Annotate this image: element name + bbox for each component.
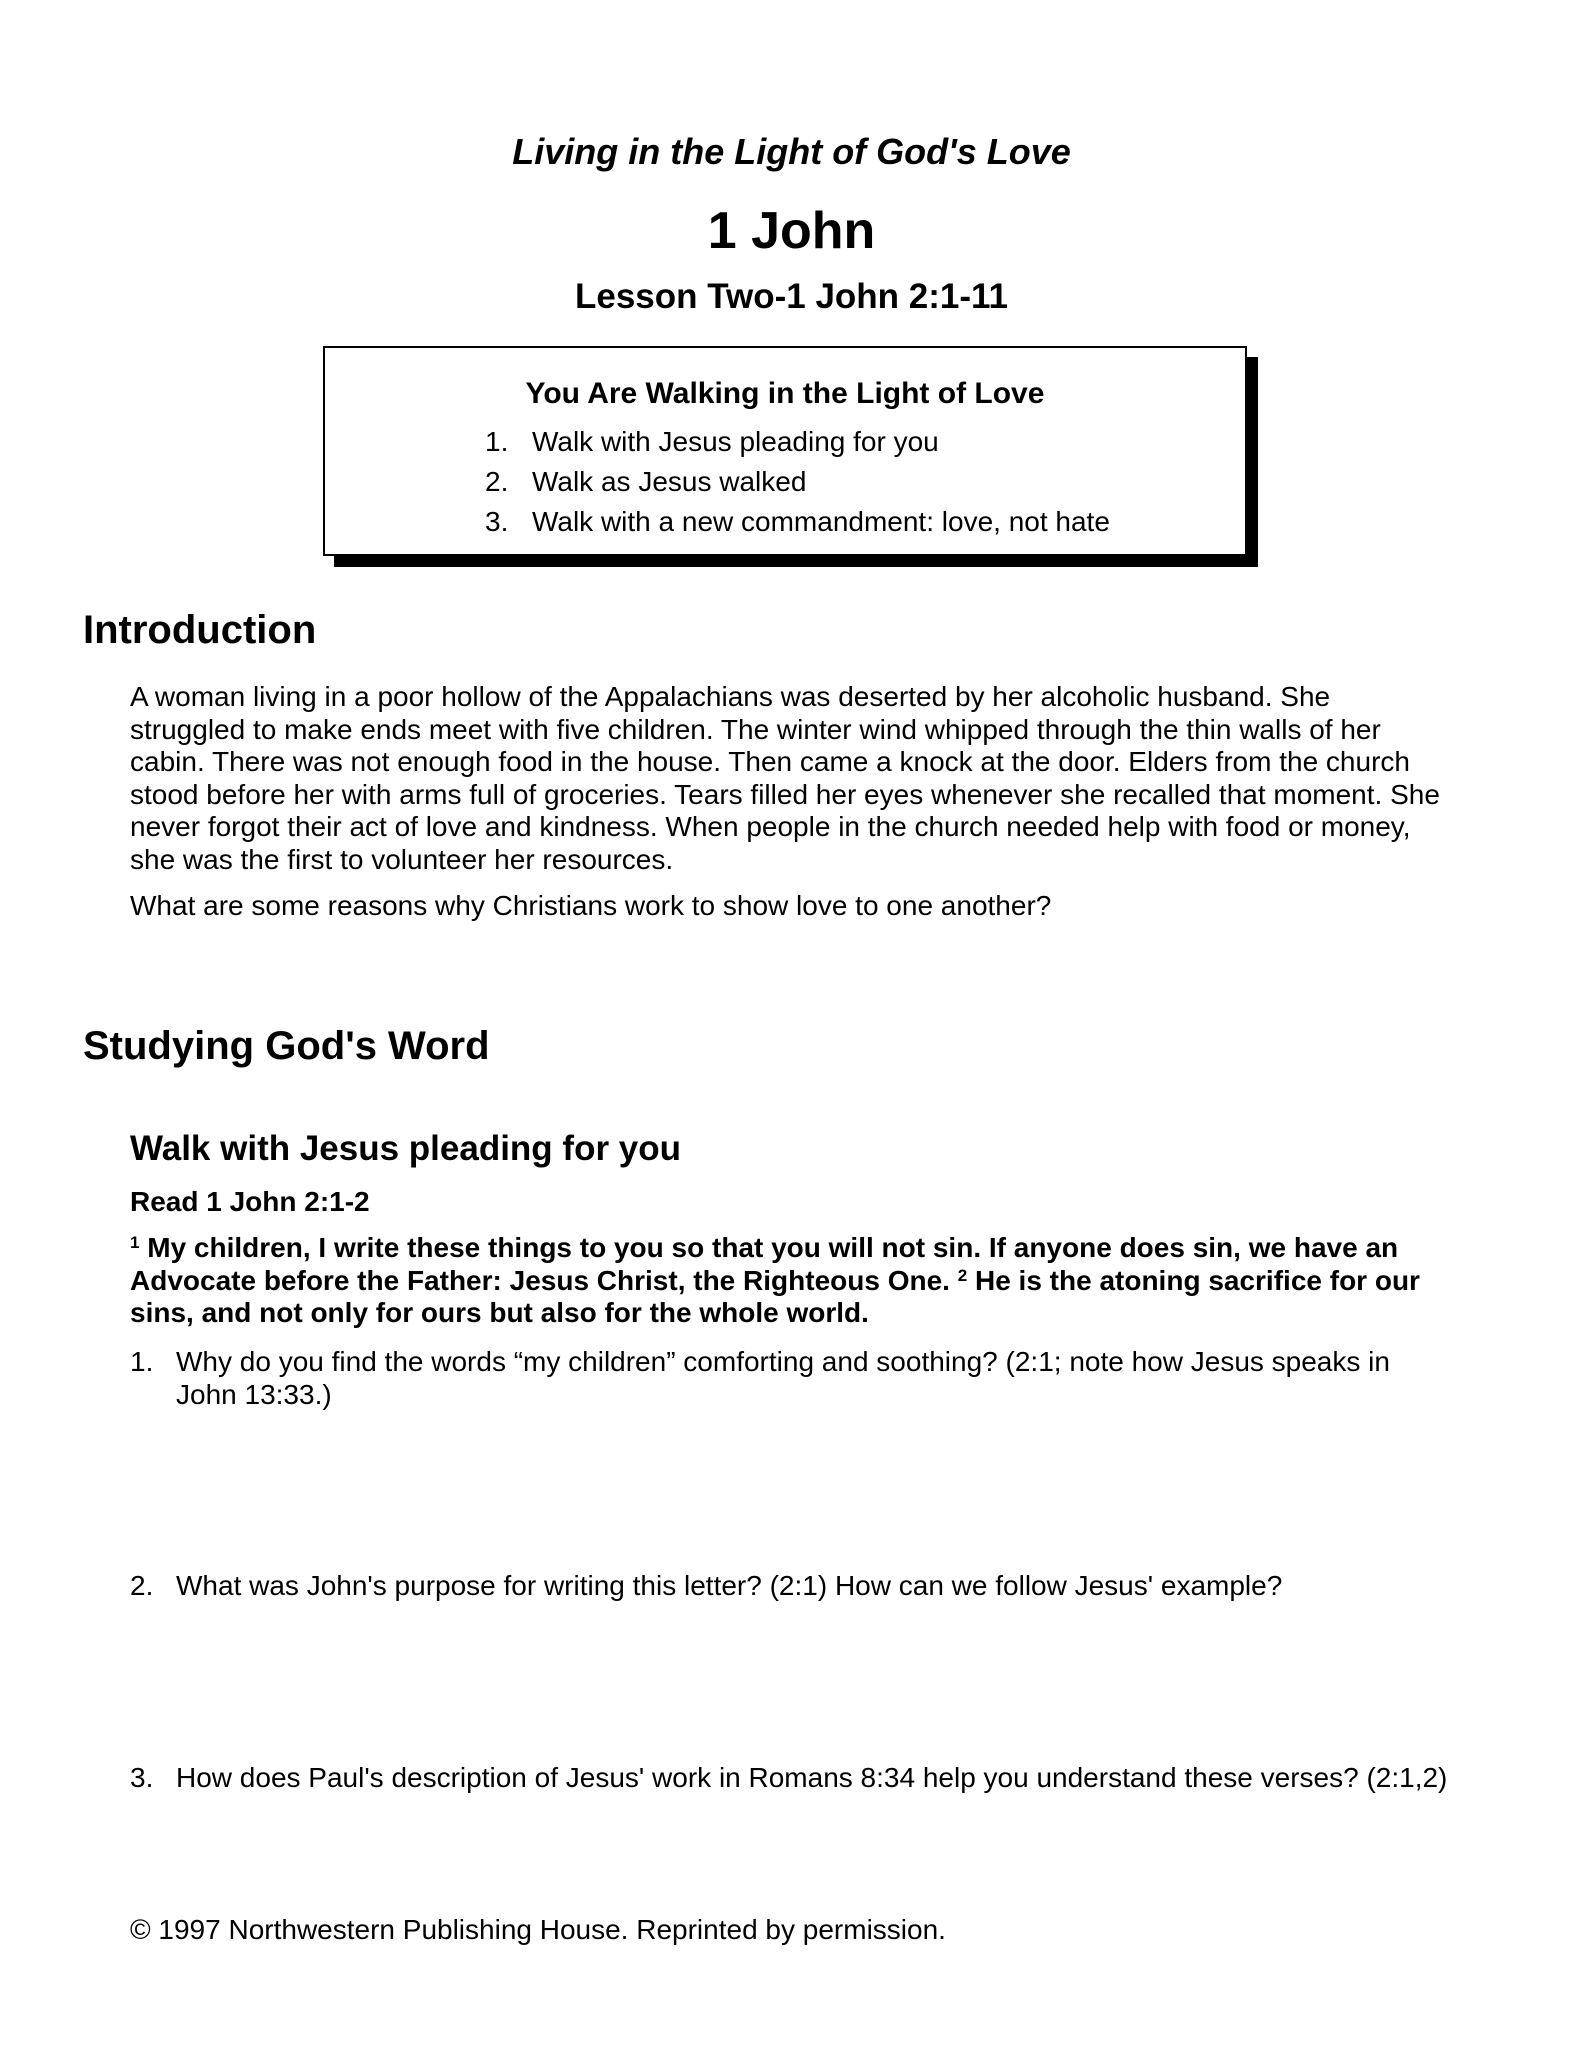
copyright-notice: © 1997 Northwestern Publishing House. Reprinted by permission. xyxy=(130,1914,946,1945)
introduction-paragraph: A woman living in a poor hollow of the Appalachians was deserted by her alcoholic husband. She struggled to make ends meet with five children. The winter wind whipped through the thin walls of her cabin. There was not enough food in the house. Then came a knock at the door. Elders from the church stood before her with arms full of groceries. Tears filled her eyes whenever she recalled that moment. She never forgot their act of love and kindness. When people in the church needed help with food or money, she was the first to volunteer her resources. xyxy=(130,681,1440,875)
outline-heading: You Are Walking in the Light of Love xyxy=(525,377,1045,410)
study-subheading: Walk with Jesus pleading for you xyxy=(130,1129,682,1168)
outline-item-text: Walk as Jesus walked xyxy=(532,466,807,497)
question-number: 3. xyxy=(130,1762,154,1793)
lesson-outline-box xyxy=(323,346,1247,556)
question-text: Why do you find the words “my children” comforting and soothing? (2:1; note how Jesus speaks in John 13:33.) xyxy=(176,1346,1390,1410)
outline-item-text: Walk with a new commandment: love, not hate xyxy=(532,506,1110,537)
question-number: 1. xyxy=(130,1346,154,1377)
study-question xyxy=(130,1346,1450,1411)
question-text: How does Paul's description of Jesus' work in Romans 8:34 help you understand these verses? (2:1,2) xyxy=(176,1762,1448,1793)
outline-item xyxy=(485,422,1110,462)
studying-heading: Studying God's Word xyxy=(83,1024,490,1068)
verse-number: 1 xyxy=(130,1233,140,1252)
question-text: What was John's purpose for writing this letter? (2:1) How can we follow Jesus' example? xyxy=(176,1570,1283,1601)
read-passage-label: Read 1 John 2:1-2 xyxy=(130,1186,370,1217)
verse-text: My children, I write these things to you so that you will not sin. If anyone does sin, we have an Advocate before the Father: Jesus Christ, the Righteous One. xyxy=(130,1232,1399,1296)
verse-number: 2 xyxy=(957,1265,968,1285)
introduction-body xyxy=(130,681,1450,923)
outline-item xyxy=(485,502,1110,542)
outline-list xyxy=(485,422,1110,542)
study-question xyxy=(130,1762,1450,1795)
question-number: 2. xyxy=(130,1570,154,1601)
outline-item-number: 1. xyxy=(485,426,509,457)
outline-item-number: 3. xyxy=(485,506,509,537)
scripture-passage xyxy=(130,1232,1460,1330)
outline-item-number: 2. xyxy=(485,466,509,497)
outline-item-text: Walk with Jesus pleading for you xyxy=(532,426,939,457)
study-question xyxy=(130,1570,1450,1603)
introduction-question: What are some reasons why Christians work to show love to one another? xyxy=(130,890,1052,921)
outline-item xyxy=(485,462,1110,502)
lesson-title: Lesson Two-1 John 2:1-11 xyxy=(574,277,1009,316)
introduction-heading: Introduction xyxy=(83,608,317,652)
book-title: 1 John xyxy=(707,202,876,260)
series-title: Living in the Light of God's Love xyxy=(512,131,1071,172)
verse-text: He is the atoning sacrifice for our sins, and not only for ours but also for the whole world. xyxy=(130,1264,1420,1328)
